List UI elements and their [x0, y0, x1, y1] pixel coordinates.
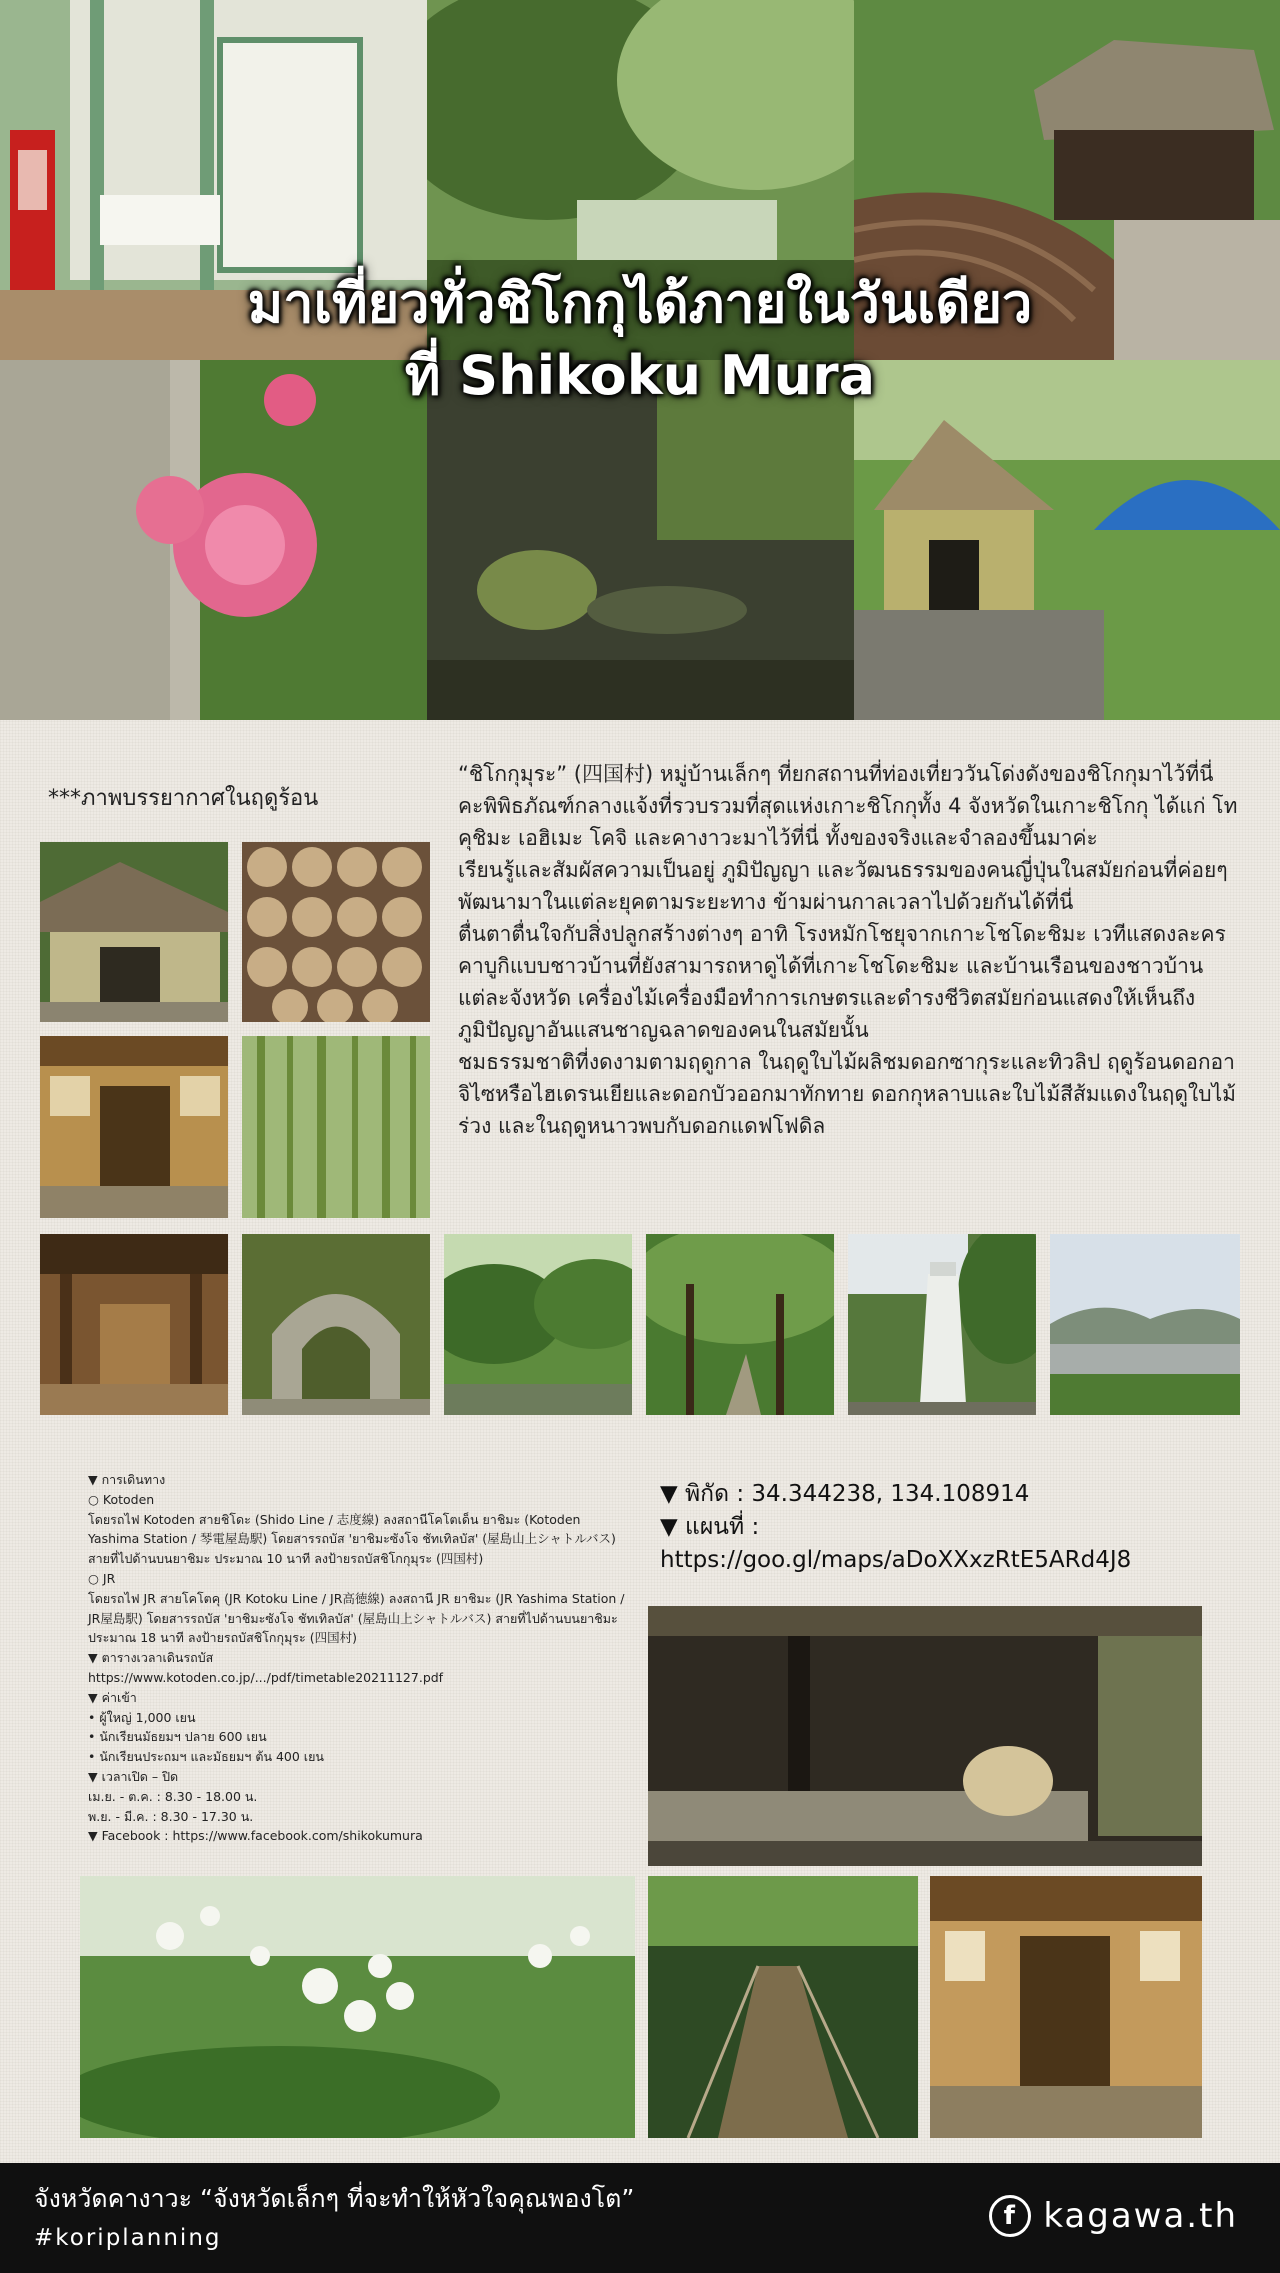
mill-interior-photo — [40, 1234, 228, 1415]
coordinates: ▼ พิกัด : 34.344238, 134.108914 — [660, 1481, 1030, 1507]
hero-title-line1: มาเที่ยวทั่วชิโกกุได้ภายในวันเดียว — [247, 272, 1033, 335]
info-line: ○ JR — [88, 1570, 116, 1586]
pond-moss-photo — [427, 360, 854, 720]
map-label: ▼ แผนที่ : — [660, 1514, 760, 1540]
lighthouse-photo — [848, 1234, 1036, 1415]
footer-tagline: จังหวัดคางาวะ “จังหวัดเล็กๆ ที่จะทำให้หัวใจคุณพองโต” — [34, 2184, 635, 2213]
season-caption: ***ภาพบรรยากาศในฤดูร้อน — [48, 786, 319, 811]
timetable-link[interactable]: https://www.kotoden.co.jp/.../pdf/timetable20211127.pdf — [88, 1669, 444, 1685]
footer-brand[interactable] — [989, 2195, 1238, 2237]
thatched-hut-photo — [854, 360, 1280, 720]
forest-path-photo — [646, 1234, 834, 1415]
access-info — [88, 1470, 633, 1846]
info-heading-timetable: ▼ ตารางเวลาเดินรถบัส — [88, 1650, 214, 1666]
info-line: • นักเรียนประถมฯ และมัธยมฯ ต้น 400 เยน — [88, 1749, 324, 1765]
farmhouse-photo — [40, 842, 228, 1022]
vine-bridge-photo — [648, 1876, 918, 2138]
description — [458, 758, 1238, 1142]
footer-bar — [0, 2163, 1280, 2273]
info-heading-hours: ▼ เวลาเปิด – ปิด — [88, 1768, 179, 1784]
info-line: โดยรถไฟ Kotoden สายชิโดะ (Shido Line / 志度線) ลงสถานีโคโตเด็น ยาชิมะ (Kotoden Yashima Station / 琴電屋島駅) โดยสารรถบัส 'ยาชิมะซังโจ ชัทเทิลบัส' (屋島山上シャトルバス) สายที่ไปด้านบนยาชิมะ ประมาณ 10 นาที ลงป้ายรถบัสชิโกกุมุระ (四国村) — [88, 1511, 616, 1567]
info-line: โดยรถไฟ JR สายโคโตคุ (JR Kotoku Line / JR高徳線) ลงสถานี JR ยาชิมะ (JR Yashima Station / JR屋島駅) โดยสารรถบัส 'ยาชิมะซังโจ ชัทเทิลบัส' (屋島山上シャトルバス) สายที่ไปด้านบนยาชิมะ ประมาณ 18 นาที ลงป้ายรถบัสชิโกกุมุระ (四国村) — [88, 1590, 625, 1646]
white-flowers-photo — [80, 1876, 635, 2138]
info-line: • ผู้ใหญ่ 1,000 เยน — [88, 1709, 196, 1725]
footer-hashtag: #koriplanning — [34, 2225, 222, 2251]
description-paragraph: “ชิโกกุมุระ” (四国村) หมู่บ้านเล็กๆ ที่ยกสถานที่ท่องเที่ยววันโด่งดังของชิโกกุมาไว้ที่นี่คะพิพิธภัณฑ์กลางแจ้งที่รวบรวมที่สุดแห่งเกาะชิโกกุทั้ง 4 จังหวัดในเกาะชิโกกุ ได้แก่ โทคุชิมะ เอฮิเมะ โคจิ และคางาวะมาไว้ที่นี่ ทั้งของจริงและจำลองขึ้นมาค่ะ — [458, 762, 1238, 850]
info-heading-access: ▼ การเดินทาง — [88, 1472, 166, 1487]
press-room-photo — [40, 1036, 228, 1218]
info-line: พ.ย. - มี.ค. : 8.30 - 17.30 น. — [88, 1808, 254, 1824]
map-link[interactable]: https://goo.gl/maps/aDoXXxzRtE5ARd4J8 — [660, 1547, 1132, 1573]
rose-photo — [0, 360, 427, 720]
facebook-link[interactable]: ▼ Facebook : https://www.facebook.com/shikokumura — [88, 1828, 423, 1844]
info-line: ○ Kotoden — [88, 1491, 155, 1507]
brand-name: kagawa.th — [1043, 2196, 1238, 2236]
city-view-photo — [1050, 1234, 1240, 1415]
press-room-2-photo — [930, 1876, 1202, 2138]
clay-jars-photo — [242, 842, 430, 1022]
hero-title — [0, 268, 1280, 412]
description-paragraph: ชมธรรมชาติที่งดงามตามฤดูกาล ในฤดูใบไม้ผลิชมดอกซากุระและทิวลิป ฤดูร้อนดอกอาจิไซหรือไฮเดรนเยียและดอกบัวออกมาทักทาย ดอกกุหลาบและใบไม้สีส้มแดงในฤดูใบไม้ร่วง และในฤดูหนาวพบกับดอกแดฟโฟดิล — [458, 1050, 1237, 1138]
info-heading-fee: ▼ ค่าเข้า — [88, 1689, 137, 1705]
description-paragraph: ตื่นตาตื่นใจกับสิ่งปลูกสร้างต่างๆ อาทิ โรงหมักโชยุจากเกาะโชโดะชิมะ เวทีแสดงละครคาบูกิแบบชาวบ้านที่ยังสามารถหาดูได้ที่เกาะโชโดะชิมะ และบ้านเรือนของชาวบ้านแต่ละจังหวัด เครื่องไม้เครื่องมือทำการเกษตรและดำรงชีวิตสมัยก่อนแสดงให้เห็นถึงภูมิปัญญาอันแสนชาญฉลาดของคนในสมัยนั้น — [458, 922, 1226, 1042]
hero-title-line2: ที่ Shikoku Mura — [404, 344, 876, 407]
facebook-icon: f — [989, 2195, 1031, 2237]
info-line: • นักเรียนมัธยมฯ ปลาย 600 เยน — [88, 1729, 267, 1745]
bamboo-photo — [242, 1036, 430, 1218]
house-interior-photo — [648, 1606, 1202, 1866]
stone-bridge-photo — [242, 1234, 430, 1415]
info-line: เม.ย. - ต.ค. : 8.30 - 18.00 น. — [88, 1788, 258, 1804]
location-block — [660, 1478, 1240, 1577]
description-paragraph: เรียนรู้และสัมผัสความเป็นอยู่ ภูมิปัญญา และวัฒนธรรมของคนญี่ปุ่นในสมัยก่อนที่ค่อยๆ พัฒนามาในแต่ละยุคตามระยะทาง ข้ามผ่านกาลเวลาไปด้วยกันได้ที่นี่ — [458, 858, 1228, 914]
forest-steps-photo — [444, 1234, 632, 1415]
